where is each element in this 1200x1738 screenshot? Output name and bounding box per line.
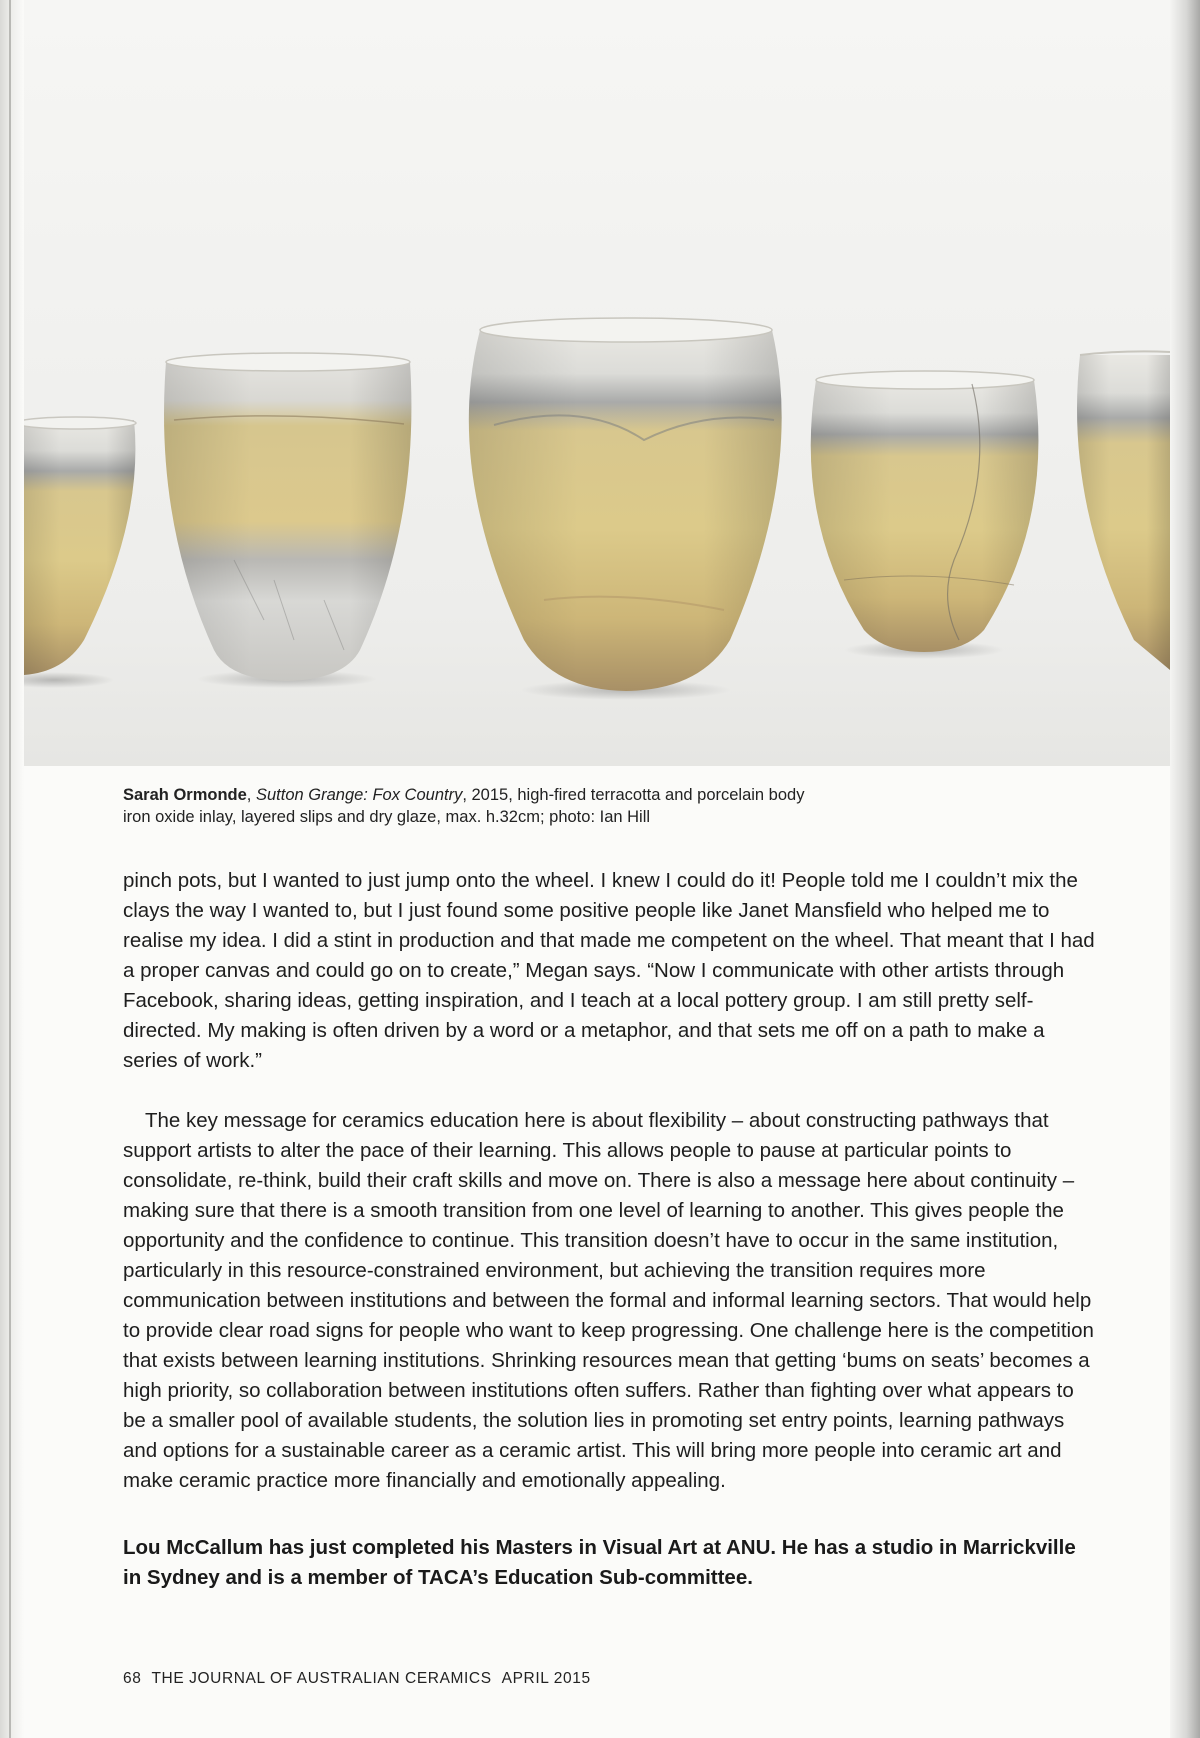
- issue-date: APRIL 2015: [501, 1670, 591, 1687]
- page-gutter-left: [0, 0, 24, 1738]
- journal-name: THE JOURNAL OF AUSTRALIAN CERAMICS: [151, 1670, 492, 1687]
- page-gutter-right: [1170, 0, 1200, 1738]
- author-bio: Lou McCallum has just completed his Masters in Visual Art at ANU. He has a studio in Marrickville in Sydney and is a member of TACA’s Education Sub-committee.: [123, 1536, 1076, 1589]
- caption-title: Sutton Grange: Fox Country: [255, 786, 463, 804]
- body-paragraph-2: The key message for ceramics education here is about flexibility – about constructing pathways that support artists to alter the pace of their learning. This allows people to pause at particular points to consolidate, re-think, build their craft skills and move on. There is also a message here about continuity – making sure that there is a smooth transition from one level of learning to another. This gives people the opportunity and the confidence to continue. This transition doesn’t have to occur in the same institution, particularly in this resource-constrained environment, but achieving the transition requires more communication between institutions and between the formal and informal learning sectors. That would help to provide clear road signs for people who want to keep progressing. One challenge here is the competition that exists between learning institutions. Shrinking resources mean that getting ‘bums on seats’ becomes a high priority, so collaboration between institutions often suffers. Rather than fighting over what appears to be a smaller pool of available students, the solution lies in promoting set entry points, learning pathways and options for a sustainable career as a ceramic artist. This will bring more people into ceramic art and make ceramic practice more financially and emotionally appealing.: [123, 1109, 1094, 1492]
- body-paragraph-1: pinch pots, but I wanted to just jump onto the wheel. I knew I could do it! People told me I couldn’t mix the clays the way I wanted to, but I just found some positive people like Janet Mansfield who helped me to realise my idea. I did a stint in production and that made me competent on the wheel. That meant that I had a proper canvas and could go on to create,” Megan says. “Now I communicate with other artists through Facebook, sharing ideas, getting inspiration, and I teach at a local pottery group. I am still pretty self-directed. My making is often driven by a word or a metaphor, and that sets me off on a path to make a series of work.”: [123, 869, 1095, 1072]
- photo-caption: Sarah Ormonde, Sutton Grange: Fox Country, 2015, high-fired terracotta and porcelain body iron oxide inlay, layered slips and dry glaze, max. h.32cm; photo: Ian Hill: [123, 784, 1023, 828]
- caption-artist: Sarah Ormonde: [123, 786, 247, 804]
- page-number: 68: [123, 1670, 142, 1687]
- article-body: [123, 866, 1098, 1496]
- ceramics-photo: [24, 0, 1170, 766]
- page-footer: [123, 1670, 601, 1688]
- caption-details: , 2015, high-fired terracotta and porcelain body: [462, 786, 805, 804]
- caption-line-2: iron oxide inlay, layered slips and dry glaze, max. h.32cm; photo: Ian Hill: [123, 808, 651, 826]
